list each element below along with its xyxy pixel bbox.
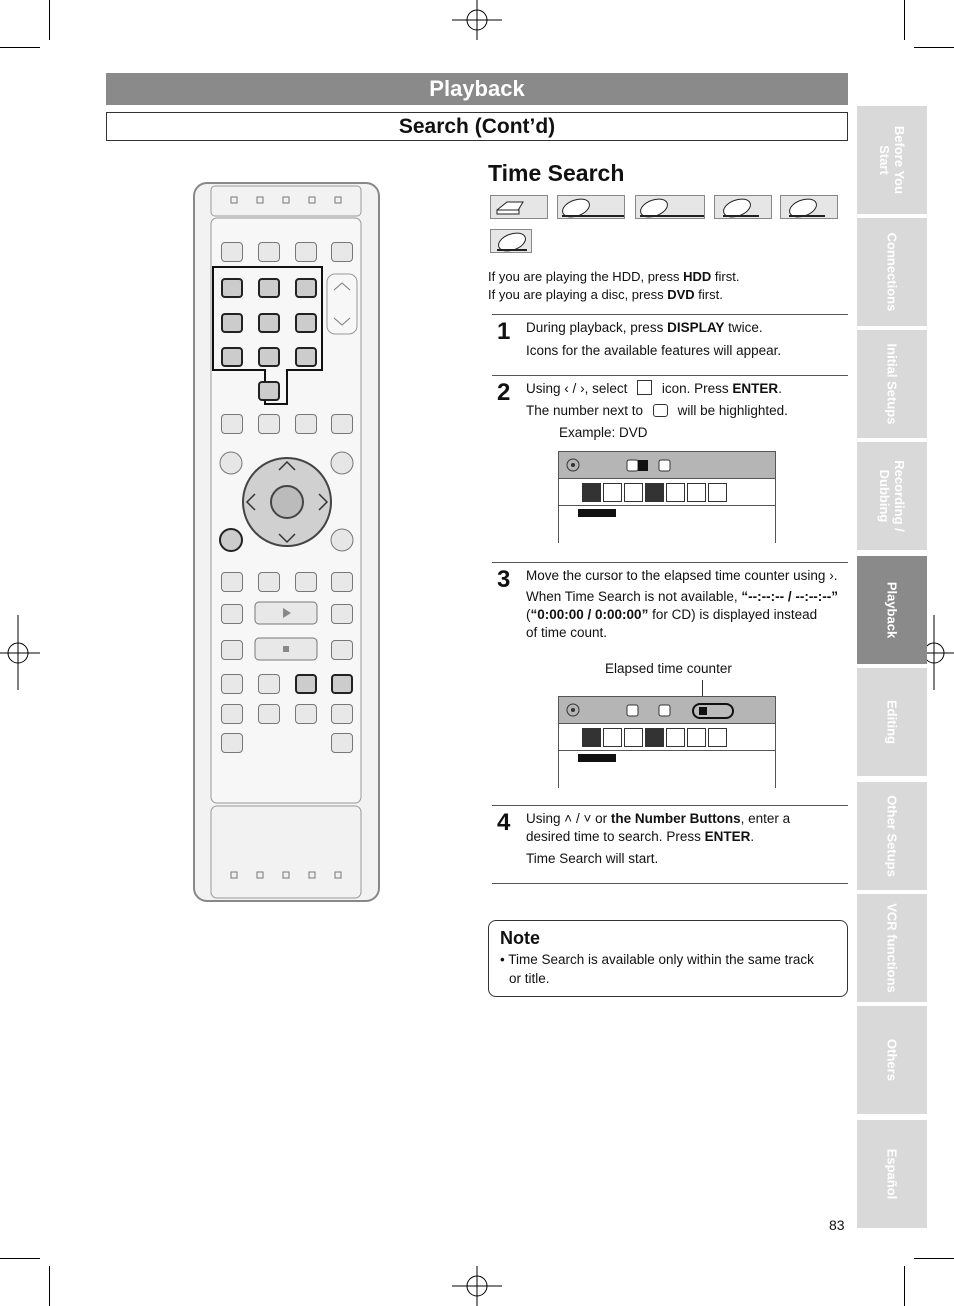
angle-icon	[645, 728, 664, 747]
step-1-desc: Icons for the available features will appear.	[526, 343, 782, 358]
separator: /	[575, 811, 580, 826]
hdd-key: HDD	[683, 269, 712, 284]
divider	[492, 314, 848, 315]
or-text: or	[595, 811, 611, 826]
registration-mark	[452, 1266, 502, 1306]
search-icon	[582, 483, 601, 502]
intro-dvd-end: first.	[694, 287, 723, 302]
registration-mark	[0, 615, 40, 690]
note-line: or title.	[509, 971, 550, 986]
remote-number-button	[295, 278, 317, 298]
crop-mark	[914, 1258, 954, 1259]
remote-button	[295, 704, 317, 724]
remote-skip-forward-button	[258, 572, 280, 592]
step-1-line: During playback, press	[526, 320, 668, 335]
crop-mark	[0, 1258, 40, 1259]
crop-mark	[914, 47, 954, 48]
step-number: 4	[497, 809, 511, 836]
search-icon	[582, 728, 601, 747]
tab-others[interactable]: Others	[857, 1006, 927, 1114]
remote-button	[331, 704, 353, 724]
remote-eject-button	[331, 242, 353, 262]
remote-rewind-button	[221, 604, 243, 624]
step-3-text	[526, 567, 848, 642]
remote-cm-skip-button	[331, 572, 353, 592]
intro-text	[488, 268, 739, 304]
note-text	[500, 950, 814, 988]
tab-connections[interactable]: Connections	[857, 218, 927, 326]
remote-highlighted-button	[331, 674, 353, 694]
step-number: 3	[497, 566, 511, 593]
remote-replay-button	[295, 572, 317, 592]
remote-number-button	[258, 278, 280, 298]
step-3-desc-2: for CD) is displayed instead	[648, 607, 818, 622]
display-key: DISPLAY	[667, 320, 725, 335]
step-3-desc: When Time Search is not available,	[526, 589, 742, 604]
cd-disc-icon	[490, 229, 532, 253]
remote-button	[331, 414, 353, 434]
audio-icon	[603, 483, 622, 502]
section-header: Playback	[106, 73, 848, 105]
remote-button	[221, 674, 243, 694]
remote-step-button	[221, 640, 243, 660]
repeat-icon	[666, 483, 685, 502]
subtitle-icon	[624, 483, 643, 502]
remote-button	[221, 733, 243, 753]
cd-time-text: “0:00:00 / 0:00:00”	[530, 607, 649, 622]
step-2-text	[526, 380, 788, 442]
note-box	[488, 920, 848, 997]
step-2-icon-text: icon. Press	[661, 381, 733, 396]
crop-mark	[49, 0, 50, 40]
remote-number-button	[295, 347, 317, 367]
step-2-desc-end: will be highlighted.	[677, 403, 788, 418]
intro-hdd-end: first.	[711, 269, 740, 284]
example-label: Example: DVD	[559, 425, 648, 440]
unavailable-text: “--:--:-- / --:--:--”	[741, 589, 839, 604]
step-4-result: Time Search will start.	[526, 851, 659, 866]
remote-forward-button	[331, 604, 353, 624]
audio-icon	[603, 728, 622, 747]
elapsed-time-label: Elapsed time counter	[605, 661, 732, 676]
step-2-line: Using	[526, 381, 561, 396]
tab-initial-setups[interactable]: Initial Setups	[857, 330, 927, 438]
tab-editing[interactable]: Editing	[857, 668, 927, 776]
tab-vcr-functions[interactable]: VCR functions	[857, 894, 927, 1002]
note-line: • Time Search is available only within the same track	[500, 952, 814, 967]
dvd-key: DVD	[667, 287, 695, 302]
subsection-header: Search (Cont’d)	[106, 112, 848, 141]
osd-status-bar	[558, 696, 776, 724]
page-number: 83	[829, 1217, 845, 1233]
remote-button	[258, 674, 280, 694]
disc-icon	[780, 195, 838, 219]
step-4-line-end: , enter a	[740, 811, 791, 826]
step-1-text	[526, 319, 781, 360]
intro-hdd-text: If you are playing the HDD, press	[488, 269, 684, 284]
step-number: 1	[497, 318, 511, 345]
period: .	[778, 381, 782, 396]
divider	[492, 375, 848, 376]
crop-mark	[904, 0, 905, 40]
zoom-icon	[687, 728, 706, 747]
crop-mark	[0, 47, 40, 48]
repeat-icon	[666, 728, 685, 747]
remote-button	[258, 414, 280, 434]
remote-button	[221, 242, 243, 262]
osd-highlight	[578, 754, 616, 762]
tab-espanol[interactable]: Español	[857, 1120, 927, 1228]
remote-control-illustration	[193, 182, 380, 902]
step-4-text	[526, 810, 848, 868]
divider	[492, 883, 848, 884]
divider	[492, 562, 848, 563]
step-number: 2	[497, 379, 511, 406]
divider	[492, 805, 848, 806]
subtitle-icon	[624, 728, 643, 747]
remote-number-button	[221, 313, 243, 333]
step-2-desc: The number next to	[526, 403, 644, 418]
paren: (	[526, 607, 531, 622]
remote-number-button	[258, 381, 280, 401]
counter-box-icon	[653, 404, 668, 417]
blank-icon	[708, 483, 727, 502]
remote-button	[258, 704, 280, 724]
period: .	[750, 829, 755, 844]
remote-pause-button	[331, 640, 353, 660]
tab-recording-dubbing[interactable]: Recording / Dubbing	[857, 442, 927, 550]
angle-icon	[645, 483, 664, 502]
tab-before-you-start[interactable]: Before You Start	[857, 106, 927, 214]
enter-key: ENTER	[704, 829, 751, 844]
remote-highlighted-button	[295, 674, 317, 694]
remote-button	[331, 733, 353, 753]
separator: /	[572, 381, 577, 396]
step-2-select: , select	[584, 381, 628, 396]
section-title: Time Search	[488, 160, 625, 186]
number-buttons-text: the Number Buttons	[610, 811, 741, 826]
disc-icon	[714, 195, 772, 219]
remote-button	[295, 414, 317, 434]
dvd-disc-icon	[557, 195, 625, 219]
chevron-right-icon: ›	[580, 381, 585, 396]
crop-mark	[49, 1266, 50, 1306]
remote-button	[258, 242, 280, 262]
remote-number-button	[295, 313, 317, 333]
step-3-desc-3: of time count.	[526, 625, 608, 640]
step-4-desc: desired time to search. Press	[526, 829, 705, 844]
chevron-down-icon: ˅	[583, 811, 592, 826]
remote-button	[295, 242, 317, 262]
period: .	[833, 568, 838, 583]
remote-number-button	[221, 347, 243, 367]
remote-skip-back-button	[221, 572, 243, 592]
zoom-icon	[687, 483, 706, 502]
osd-display-example	[558, 451, 776, 543]
tab-playback[interactable]: Playback	[857, 556, 927, 664]
osd-display-counter	[558, 696, 776, 788]
chevron-left-icon: ‹	[564, 381, 569, 396]
remote-number-button	[258, 313, 280, 333]
intro-dvd-text: If you are playing a disc, press	[488, 287, 668, 302]
step-1-line-end: twice.	[724, 320, 763, 335]
step-3-line: Move the cursor to the elapsed time counter using	[526, 568, 826, 583]
chevron-up-icon: ˄	[564, 811, 573, 826]
time-search-icon	[637, 380, 652, 395]
registration-mark	[452, 0, 502, 40]
step-4-line: Using	[526, 811, 561, 826]
crop-mark	[904, 1266, 905, 1306]
enter-key: ENTER	[732, 381, 779, 396]
osd-highlight	[578, 509, 616, 517]
chevron-right-icon: ›	[829, 568, 834, 583]
hdd-icon	[490, 195, 548, 219]
blank-icon	[708, 728, 727, 747]
remote-number-button	[221, 278, 243, 298]
note-title: Note	[500, 928, 540, 948]
remote-button	[221, 414, 243, 434]
tab-other-setups[interactable]: Other Setups	[857, 782, 927, 890]
remote-button	[221, 704, 243, 724]
dvd-disc-icon	[635, 195, 705, 219]
osd-status-bar	[558, 451, 776, 479]
remote-number-button	[258, 347, 280, 367]
